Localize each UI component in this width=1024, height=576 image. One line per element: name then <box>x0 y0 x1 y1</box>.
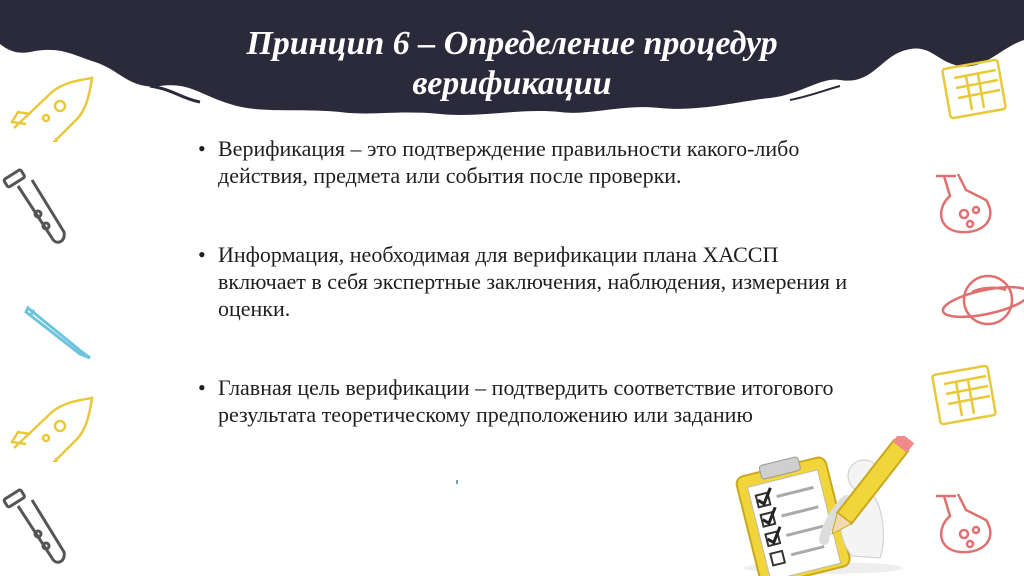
slide-title <box>150 24 874 104</box>
bullet-marker: • <box>198 242 206 267</box>
stray-mark <box>456 480 458 484</box>
pencil-icon <box>22 302 94 362</box>
bullet-text: Информация, необходимая для верификации плана ХАССП включает в себя экспертные заключения, наблюдения, измерения и оценки. <box>218 242 848 321</box>
rocket-icon <box>8 392 98 462</box>
title-line-2: верификации <box>412 65 612 102</box>
list-item <box>198 135 858 189</box>
flask-icon <box>926 488 1010 560</box>
test-tube-icon <box>2 168 72 250</box>
list-item <box>198 374 858 428</box>
bullet-marker: • <box>198 136 206 161</box>
bullet-text: Верификация – это подтверждение правильности какого-либо действия, предмета или события после проверки. <box>218 136 800 188</box>
list-item <box>198 241 858 322</box>
rocket-icon <box>8 72 98 142</box>
bullet-marker: • <box>198 375 206 400</box>
bullet-text: Главная цель верификации – подтвердить соответствие итогового результата теоретическому предположению или заданию <box>218 375 834 427</box>
planet-icon <box>940 262 1024 336</box>
test-tube-icon <box>2 488 72 570</box>
title-line-1: Принцип 6 – Определение процедур <box>246 25 778 62</box>
flask-icon <box>926 168 1010 240</box>
bullet-list <box>198 135 858 480</box>
calculator-icon <box>930 364 1002 428</box>
calculator-icon <box>940 58 1012 122</box>
